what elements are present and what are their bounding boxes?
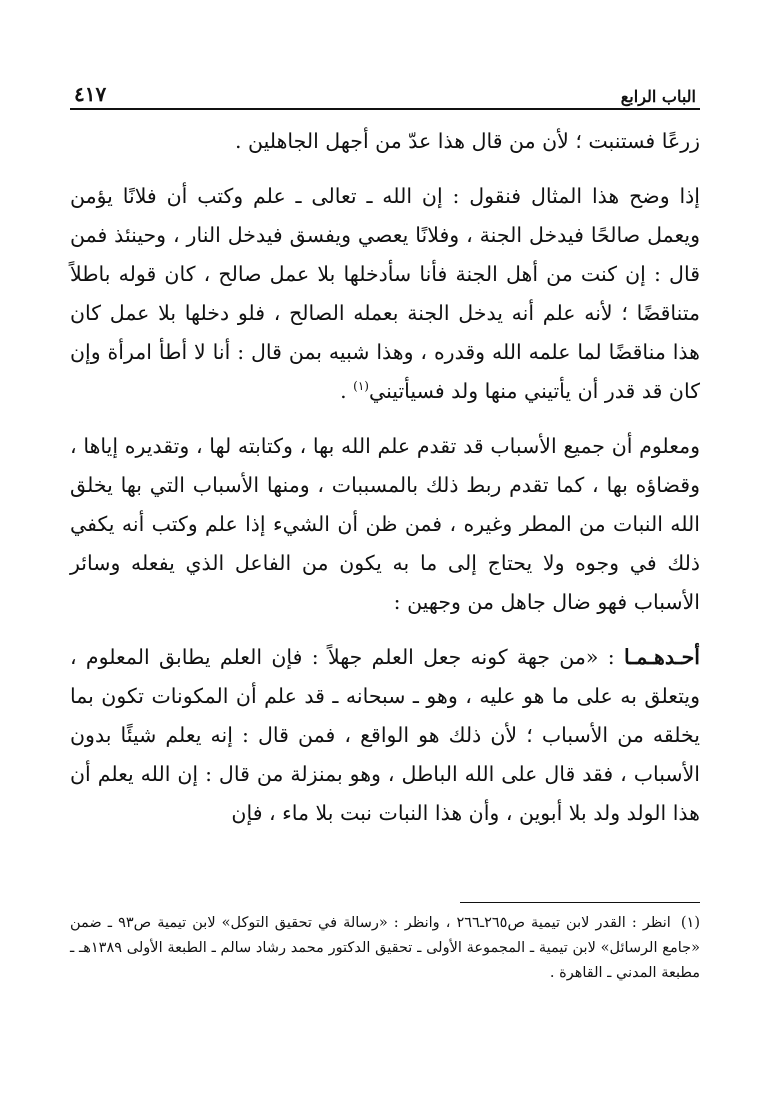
footnote-1 [70, 911, 700, 986]
paragraph-4 [70, 638, 700, 833]
footnotes [70, 902, 700, 986]
footnote-reference[interactable]: (١) [353, 379, 369, 394]
book-page [70, 72, 700, 833]
running-header [70, 72, 700, 110]
footnote-1-number: (١) [680, 915, 700, 931]
paragraph-2-tail: . [340, 379, 354, 403]
paragraph-1-text: زرعًا فستنبت ؛ لأن من قال هذا عدّ من أجهل الجاهلين . [234, 129, 700, 153]
chapter-title: الباب الرابع [620, 87, 696, 106]
paragraph-3 [70, 427, 700, 622]
footnote-1-text: انظر : القدر لابن تيمية ص٢٦٥ـ٢٦٦ ، وانظر : «رسالة في تحقيق التوكل» لابن تيمية ص٩٣ ـ ضمن «جامع الرسائل» لابن تيمية ـ المجموعة الأولى ـ تحقيق الدكتور محمد رشاد سالم ـ الطبعة الأولى ١٣٨٩هـ ـ مطبعة المدني ـ القاهرة . [70, 915, 700, 981]
footnote-divider [460, 902, 700, 903]
page-number: ٤١٧ [74, 82, 107, 106]
paragraph-4-lead: أحـدهـمـا [623, 645, 700, 669]
paragraph-2-text: إذا وضح هذا المثال فنقول : إن الله ـ تعالى ـ علم وكتب أن فلانًا يؤمن ويعمل صالحًا فيدخل الجنة ، وفلانًا يعصي ويفسق فيدخل النار ، وحينئذ فمن قال : إن كنت من أهل الجنة فأنا سأدخلها بلا عمل صالح ، كان قوله باطلاً متناقضًا ؛ لأنه علم أنه يدخل الجنة بعمله الصالح ، فلو دخلها بلا عمل كان هذا مناقضًا لما علمه الله وقدره ، وهذا شبيه بمن قال : أنا لا أطأ امرأة وإن كان قد قدر أن يأتيني منها ولد فسيأتيني [70, 184, 700, 403]
paragraph-4-text: : «من جهة كونه جعل العلم جهلاً : فإن العلم يطابق المعلوم ، ويتعلق به على ما هو عليه ، وهو ـ سبحانه ـ قد علم أن المكونات تكون بما يخلقه من الأسباب ؛ لأن ذلك هو الواقع ، فمن قال : إنه يعلم شيئًا بدون الأسباب ، فقد قال على الله الباطل ، وهو بمنزلة من قال : إن الله يعلم أن هذا الولد ولد بلا أبوين ، وأن هذا النبات نبت بلا ماء ، فإن [70, 645, 700, 825]
paragraph-3-text: ومعلوم أن جميع الأسباب قد تقدم علم الله بها ، وكتابته لها ، وتقديره إياها ، وقضاؤه بها ، كما تقدم ربط ذلك بالمسببات ، ومنها الأسباب التي بها يخلق الله النبات من المطر وغيره ، فمن ظن أن الشيء إذا علم وكتب أنه يكفي ذلك في وجوه ولا يحتاج إلى ما به يكون من الفاعل الذي يفعله وسائر الأسباب فهو ضال جاهل من وجهين : [70, 434, 700, 614]
main-text [70, 122, 700, 833]
paragraph-1 [70, 122, 700, 161]
paragraph-2 [70, 177, 700, 411]
